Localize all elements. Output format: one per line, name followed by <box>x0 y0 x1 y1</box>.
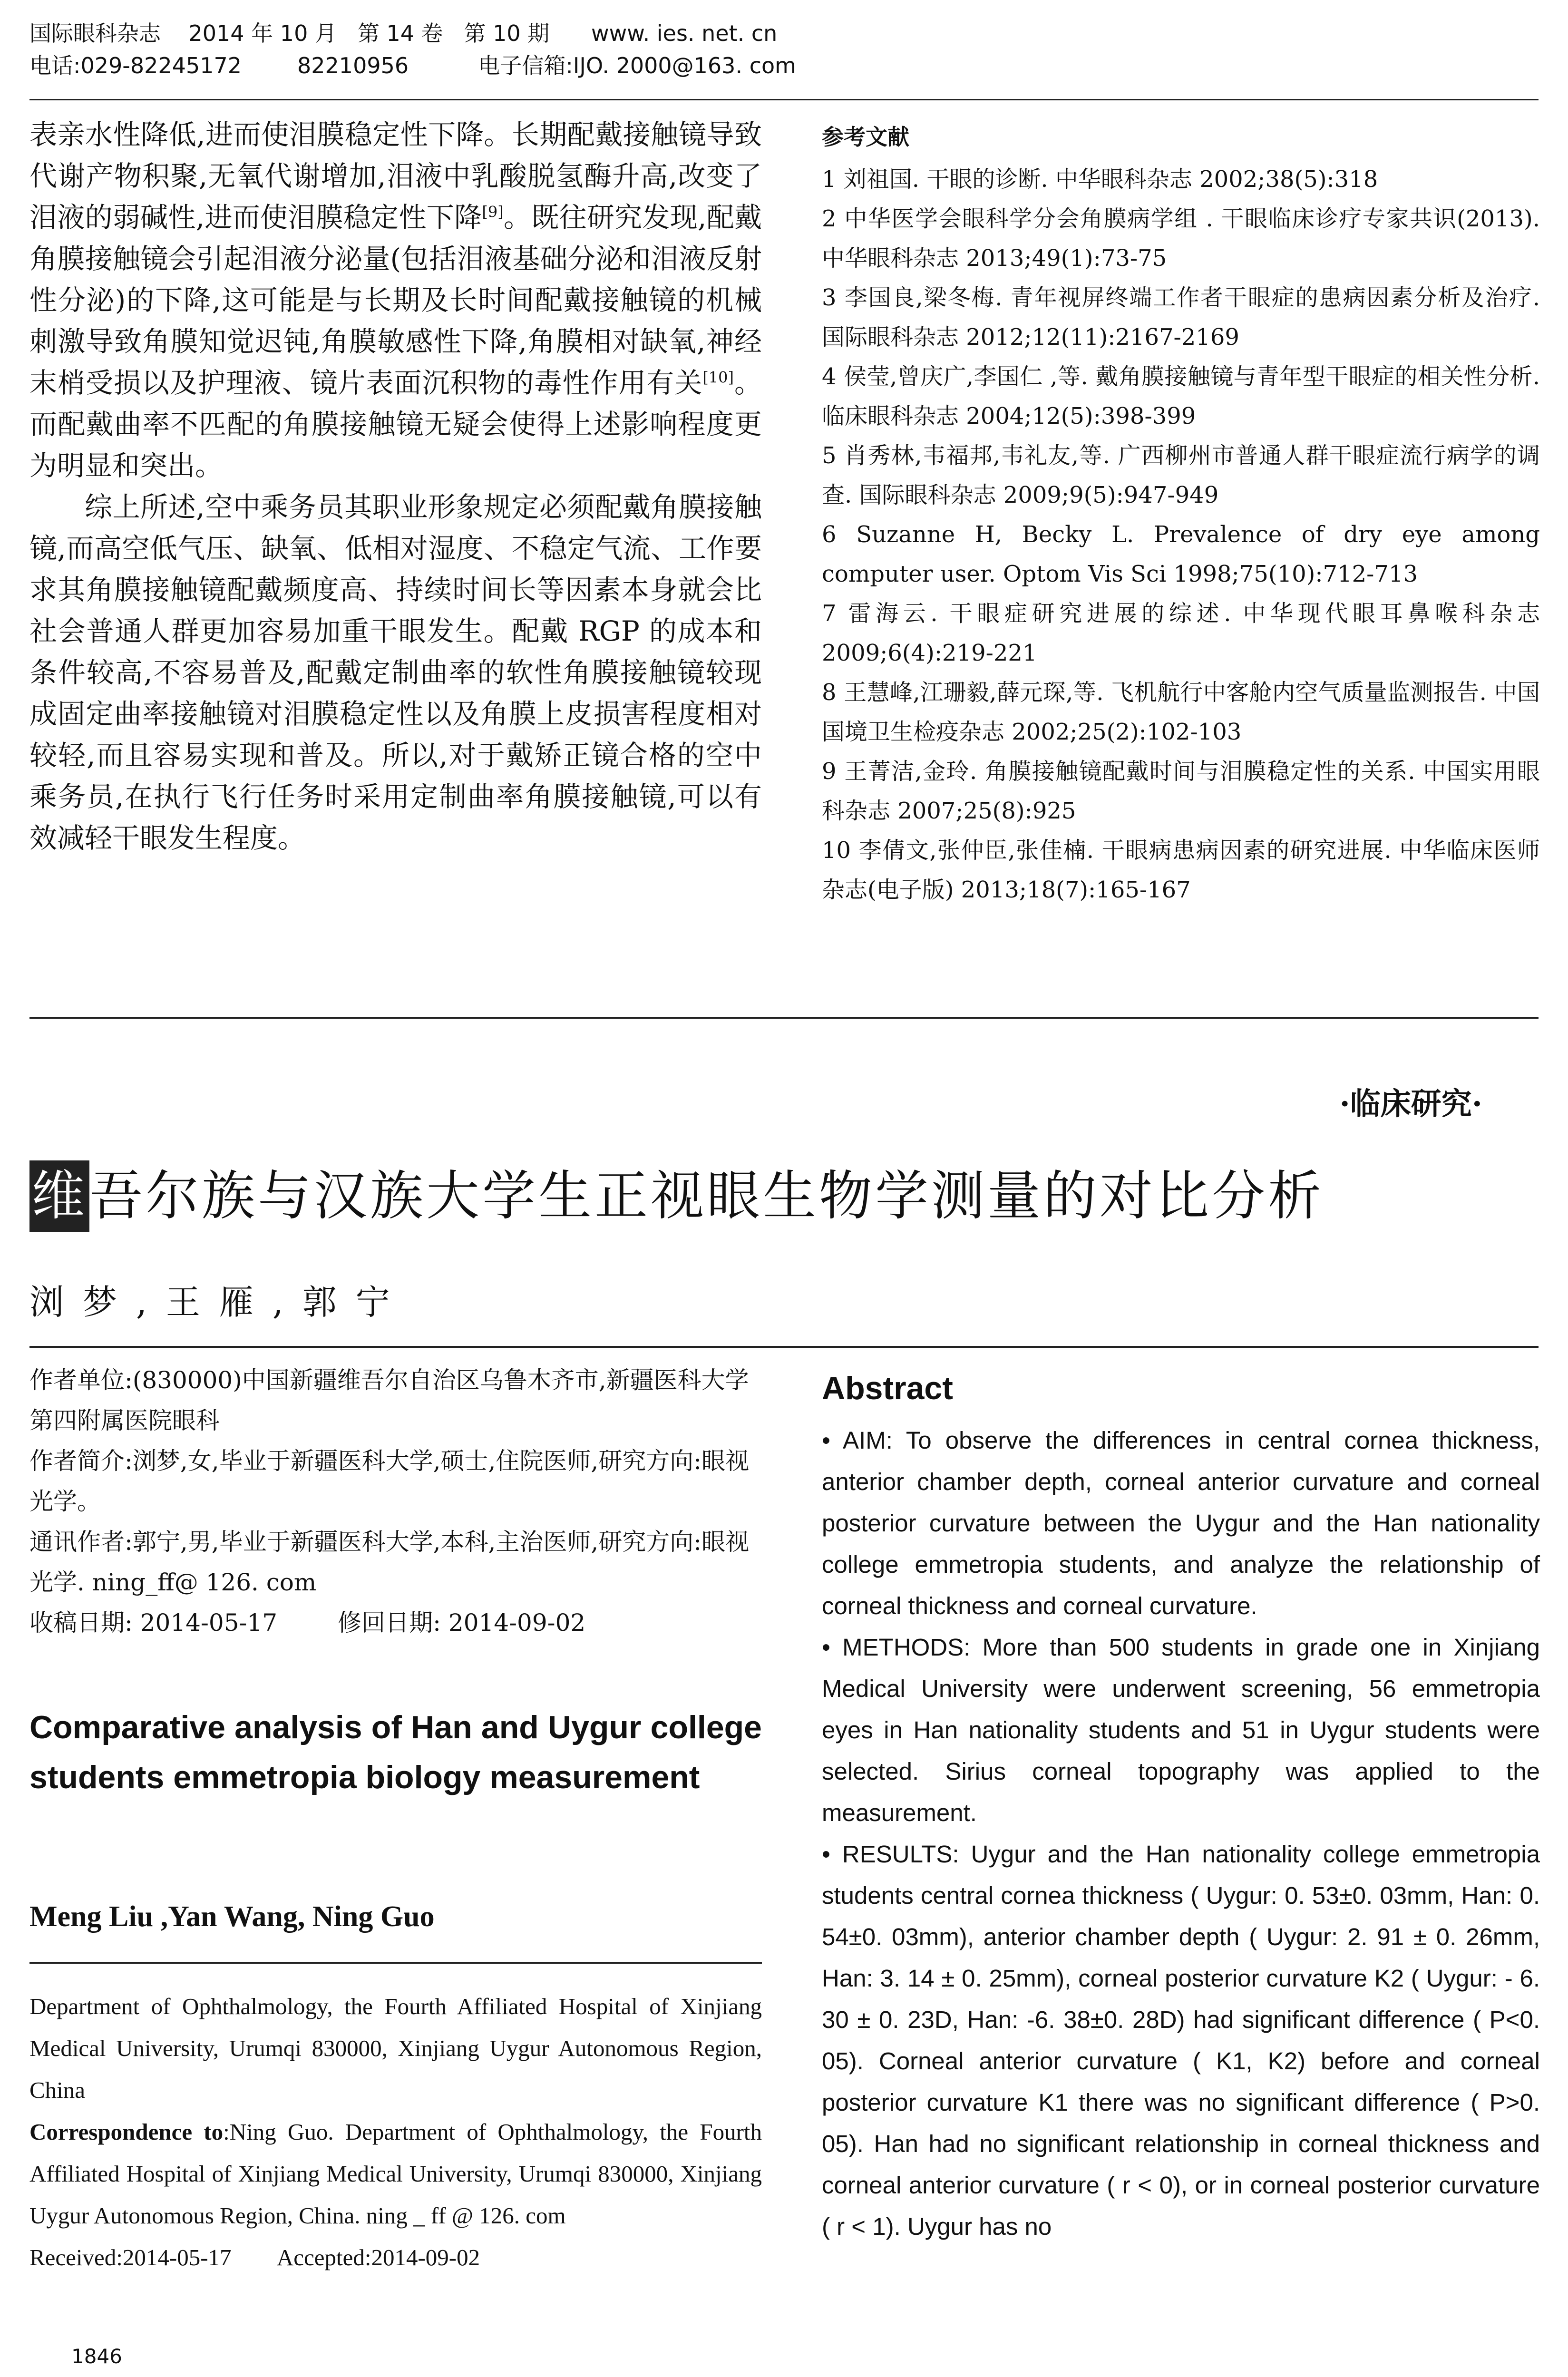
correspondence <box>29 2111 762 2237</box>
reference-item: 5 肖秀林,韦福邦,韦礼友,等. 广西柳州市普通人群干眼症流行病学的调查. 国际眼科杂志 2009;9(5):947-949 <box>822 442 1540 508</box>
reference-item: 8 王慧峰,江珊毅,薛元琛,等. 飞机航行中客舱内空气质量监测报告. 中国国境卫生检疫杂志 2002;25(2):102-103 <box>822 679 1540 745</box>
references <box>822 122 1540 910</box>
correspondence-label: Correspondence to <box>29 2119 224 2145</box>
body-text: 表亲水性降低,进而使泪膜稳定性下降。长期配戴接触镜导致代谢产物积聚,无氧代谢增加,泪液中乳酸脱氢酶升高,改变了泪液的弱碱性,进而使泪膜稳定性下降 <box>29 118 762 234</box>
reference-item: 1 刘祖国. 干眼的诊断. 中华眼科杂志 2002;38(5):318 <box>822 166 1378 193</box>
citation-9: [9] <box>482 203 504 221</box>
authors-en: Meng Liu ,Yan Wang, Ning Guo <box>29 1900 435 1933</box>
body-paragraph-1 <box>29 114 762 487</box>
reference-item: 9 王菁洁,金玲. 角膜接触镜配戴时间与泪膜稳定性的关系. 中国实用眼科杂志 2007;25(8):925 <box>822 758 1540 824</box>
dates-cn: 收稿日期: 2014-05-17 修回日期: 2014-09-02 <box>29 1609 586 1637</box>
page-number: 1846 <box>71 2345 122 2368</box>
reference-item: 10 李倩文,张仲臣,张佳楠. 干眼病患病因素的研究进展. 中华临床医师杂志(电子版) 2013;18(7):165-167 <box>822 837 1540 903</box>
author-bio: 作者简介:浏梦,女,毕业于新疆医科大学,硕士,住院医师,研究方向:眼视光学。 <box>29 1447 750 1515</box>
title-initial-char: 维 <box>29 1160 89 1232</box>
reference-item: 3 李国良,梁冬梅. 青年视屏终端工作者干眼症的患病因素分析及治疗. 国际眼科杂志 2012;12(11):2167-2169 <box>822 284 1540 351</box>
reference-item: 2 中华医学会眼科学分会角膜病学组 . 干眼临床诊疗专家共识(2013). 中华眼科杂志 2013;49(1):73-75 <box>822 205 1540 272</box>
header-line-1: 国际眼科杂志 2014 年 10 月 第 14 卷 第 10 期 www. ies. net. cn <box>29 20 778 46</box>
section-tag: ·临床研究· <box>1339 1086 1482 1122</box>
title-text: 吾尔族与汉族大学生正视眼生物学测量的对比分析 <box>89 1165 1324 1227</box>
body-text: 。既往研究发现,配戴角膜接触镜会引起泪液分泌量(包括泪液基础分泌和泪液反射性分泌)的下降,这可能是与长期及长时间配戴接触镜的机械刺激导致角膜知觉迟钝,角膜敏感性下降,角膜相对缺氧,神经末梢受损以及护理液、镜片表面沉积物的毒性作用有关 <box>29 201 762 399</box>
reference-list <box>822 160 1540 910</box>
journal-header <box>29 17 1537 82</box>
reference-item: 7 雷海云. 干眼症研究进展的综述. 中华现代眼耳鼻喉科杂志 2009;6(4):219-221 <box>822 600 1540 666</box>
corresponding-author: 通讯作者:郭宁,男,毕业于新疆医科大学,本科,主治医师,研究方向:眼视光学. ning_ff@ 126. com <box>29 1528 750 1596</box>
department-block <box>29 1986 762 2279</box>
department: Department of Ophthalmology, the Fourth Affiliated Hospital of Xinjiang Medical University, Urumqi 830000, Xinjiang Uygur Autonomous Region, China <box>29 1993 762 2103</box>
author-affiliation: 作者单位:(830000)中国新疆维吾尔自治区乌鲁木齐市,新疆医科大学第四附属医院眼科 <box>29 1366 749 1434</box>
citation-10: [10] <box>702 368 734 387</box>
abstract-methods: • METHODS: More than 500 students in grade one in Xinjiang Medical University were underwent screening, 56 emmetropia eyes in Han nationality students and 51 in Uygur students were selected. Sirius corneal topography was applied to the measurement. <box>822 1634 1540 1826</box>
abstract-aim: • AIM: To observe the differences in central cornea thickness, anterior chamber depth, corneal anterior curvature and corneal posterior curvature between the Uygur and the Han nationality college emmetropia students, and analyze the relationship of corneal thickness and corneal curvature. <box>822 1427 1540 1619</box>
received-accepted: Received:2014-05-17 Accepted:2014-09-02 <box>29 2244 480 2270</box>
english-authors-rule <box>29 1962 762 1964</box>
body-text: 。而配戴曲率不匹配的角膜接触镜无疑会使得上述影响程度更为明显和突出。 <box>29 367 762 482</box>
references-title: 参考文献 <box>822 124 909 150</box>
authors-rule <box>29 1346 1539 1348</box>
section-separator <box>29 1017 1539 1019</box>
correspondence-text: :Ning Guo. Department of Ophthalmology, the Fourth Affiliated Hospital of Xinjiang Medical University, Urumqi 830000, Xinjiang Uygur Autonomous Region, China. ning _ ff @ 126. com <box>29 2119 762 2229</box>
body-paragraph-2: 综上所述,空中乘务员其职业形象规定必须配戴角膜接触镜,而高空低气压、缺氧、低相对湿度、不稳定气流、工作要求其角膜接触镜配戴频度高、持续时间长等因素本身就会比社会普通人群更加容易加重干眼发生。配戴 RGP 的成本和条件较高,不容易普及,配戴定制曲率的软性角膜接触镜较现成固定曲率接触镜对泪膜稳定性以及角膜上皮损害程度相对较轻,而且容易实现和普及。所以,对于戴矫正镜合格的空中乘务员,在执行飞行任务时采用定制曲率角膜接触镜,可以有效减轻干眼发生程度。 <box>29 491 762 854</box>
authors-cn: 浏梦,王雁,郭宁 <box>29 1282 409 1322</box>
article-title-en: Comparative analysis of Han and Uygur college students emmetropia biology measurement <box>29 1709 762 1795</box>
article-title-cn <box>29 1160 1537 1232</box>
header-line-2: 电话:029-82245172 82210956 电子信箱:IJO. 2000@163. com <box>29 53 796 78</box>
abstract-heading: Abstract <box>822 1370 953 1406</box>
reference-item: 6 Suzanne H, Becky L. Prevalence of dry eye among computer user. Optom Vis Sci 1998;75(10):712-713 <box>822 521 1540 587</box>
abstract-results: • RESULTS: Uygur and the Han nationality college emmetropia students central cornea thickness ( Uygur: 0. 53±0. 03mm, Han: 0. 54±0. 03mm), anterior chamber depth ( Uygur: 2. 91 ± 0. 26mm, Han: 3. 14 ± 0. 25mm), corneal posterior curvature K2 ( Uygur: - 6. 30 ± 0. 23D, Han: -6. 38±0. 28D) had significant difference ( P<0. 05). Corneal anterior curvature ( K1, K2) before and corneal posterior curvature K1 there was no significant difference ( P>0. 05). Han had no significant relationship in corneal thickness and corneal anterior curvature ( r < 0), or in corneal posterior curvature ( r < 1). Uygur has no <box>822 1841 1540 2240</box>
affiliation-block <box>29 1360 762 1643</box>
body-text-column <box>29 114 762 859</box>
header-rule <box>29 99 1539 100</box>
abstract-body <box>822 1420 1540 2247</box>
reference-item: 4 侯莹,曾庆广,李国仁 ,等. 戴角膜接触镜与青年型干眼症的相关性分析. 临床眼科杂志 2004;12(5):398-399 <box>822 363 1540 429</box>
